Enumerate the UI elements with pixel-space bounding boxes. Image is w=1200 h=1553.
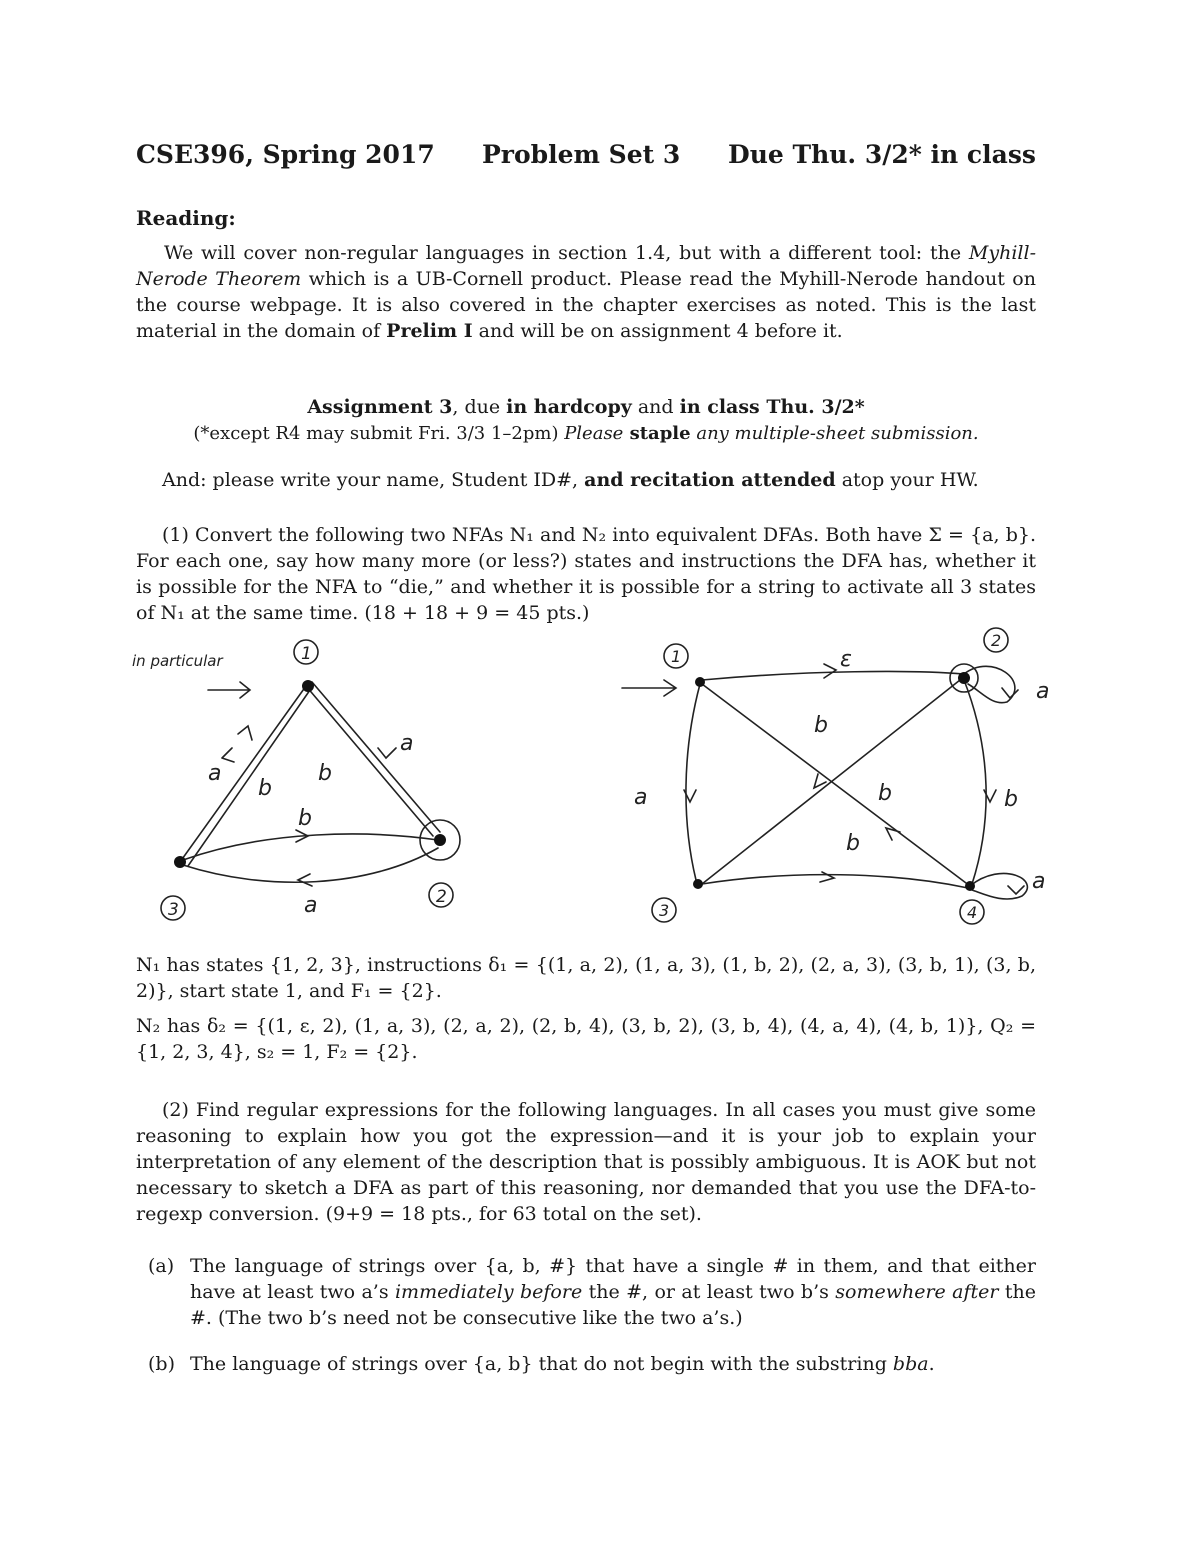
state-3-label: 3 [659, 901, 670, 920]
item-a-text: The language of strings over {a, b, #} that have a single # in them, and that either have at least two a’s immediately before the #, or at least two b’s somewhere after the #. (The two b’s need not be consecutive like the two a’s.) [190, 1255, 1037, 1329]
n2-definition: N₂ has δ₂ = {(1, ε, 2), (1, a, 3), (2, a, 2), (2, b, 4), (3, b, 2), (3, b, 4), (4, a, 4), (4, b, 1)}, Q₂ = {1, 2, 3, 4}, s₂ = 1, F₂ = {2}. [136, 1015, 1036, 1063]
edge-3-2-b [702, 680, 960, 884]
label-a-left: a [208, 761, 222, 786]
edge-1-4-b [702, 684, 970, 886]
name-instruction: And: please write your name, Student ID#, and recitation attended atop your HW. [162, 469, 979, 491]
edge-2-3-a [183, 848, 438, 882]
header [136, 140, 1036, 180]
state-2-label: 2 [991, 631, 1002, 650]
start-arrow [208, 682, 250, 698]
state-3-node [693, 879, 703, 889]
handwritten-note: in particular [132, 652, 223, 670]
label-b-bottom: b [846, 831, 860, 856]
state-2-node [958, 672, 970, 684]
label-b-mid: b [298, 806, 312, 831]
reading-paragraph: We will cover non-regular languages in section 1.4, but with a different tool: the Myhill-Nerode Theorem which is a UB-Cornell product. Please read the Myhill-Nerode handout on the course webpage. It is also covered in the chapter exercises as noted. This is the last material in the domain of Prelim I and will be on assignment 4 before it. [136, 242, 1036, 342]
label-a-bottom: a [304, 893, 318, 918]
label-a-left: a [634, 785, 648, 810]
label-b-right: b [1004, 787, 1018, 812]
list-item [148, 1253, 1036, 1331]
state-4-label: 4 [967, 903, 978, 922]
edge-1-3-a [686, 684, 700, 880]
problem-1-text: (1) Convert the following two NFAs N₁ and N₂ into equivalent DFAs. Both have Σ = {a, b}. For each one, say how many more (or less?) states and instructions the DFA has, whether it is possible for the NFA to “die,” and whether it is possible for a string to activate all 3 states of N₁ at the same time. (18 + 18 + 9 = 45 pts.) [136, 524, 1036, 624]
state-4-node [965, 881, 975, 891]
state-2-label: 2 [436, 887, 447, 907]
label-b-right: b [318, 761, 332, 786]
nfa-n1-diagram [128, 630, 488, 930]
n1-definition: N₁ has states {1, 2, 3}, instructions δ₁ = {(1, a, 2), (1, a, 3), (1, b, 2), (2, a, 3), (3, b, 1), (3, b, 2)}, start state 1, and F₁ = {2}. [136, 954, 1036, 1002]
course-title: CSE396, Spring 2017 [136, 140, 435, 169]
problem-2-text: (2) Find regular expressions for the following languages. In all cases you must give some reasoning to explain how you got the expression—and it is your job to explain your interpretation of any element of the description that is possibly ambiguous. It is AOK but not necessary to sketch a DFA as part of this reasoning, nor demanded that you use the DFA-to-regexp conversion. (9+9 = 18 pts., for 63 total on the set). [136, 1099, 1036, 1225]
state-3-label: 3 [168, 900, 179, 920]
assignment-title: Assignment 3, due in hardcopy and in class Thu. 3/2* [307, 396, 865, 418]
label-b-left: b [258, 776, 272, 801]
item-b-text: The language of strings over {a, b} that do not begin with the substring bba. [190, 1353, 935, 1375]
state-1-node [695, 677, 705, 687]
nfa-n2-diagram [612, 622, 1062, 932]
label-b-diag: b [878, 781, 892, 806]
loop-2-a [964, 666, 1015, 702]
label-a-loop4: a [1032, 869, 1046, 894]
edge-1-3-a [180, 686, 306, 862]
edge-3-4-b [702, 875, 968, 888]
label-a-right: a [400, 731, 414, 756]
label-a-loop2: a [1036, 679, 1050, 704]
problem-set-title: Problem Set 3 [482, 140, 681, 169]
list-item [148, 1351, 1036, 1377]
state-1-node [302, 680, 314, 692]
state-2-node [434, 834, 446, 846]
state-1-label: 1 [301, 644, 312, 664]
edge-3-2-b [183, 834, 438, 860]
item-a-label: (a) [148, 1255, 175, 1277]
loop-4-a [970, 873, 1027, 899]
label-epsilon: ε [840, 647, 852, 672]
edge-2-4-b [964, 680, 986, 884]
reading-heading: Reading: [136, 206, 236, 230]
state-1-label: 1 [671, 647, 682, 666]
edge-1-2-a [312, 682, 440, 832]
start-arrow [622, 680, 676, 696]
state-3-node [174, 856, 186, 868]
item-b-label: (b) [148, 1353, 175, 1375]
assignment-note: (*except R4 may submit Fri. 3/3 1–2pm) Please staple any multiple-sheet submission. [193, 423, 979, 444]
label-b-cross: b [814, 713, 828, 738]
edge-3-1-b [188, 690, 310, 866]
due-date: Due Thu. 3/2* in class [728, 140, 1036, 169]
